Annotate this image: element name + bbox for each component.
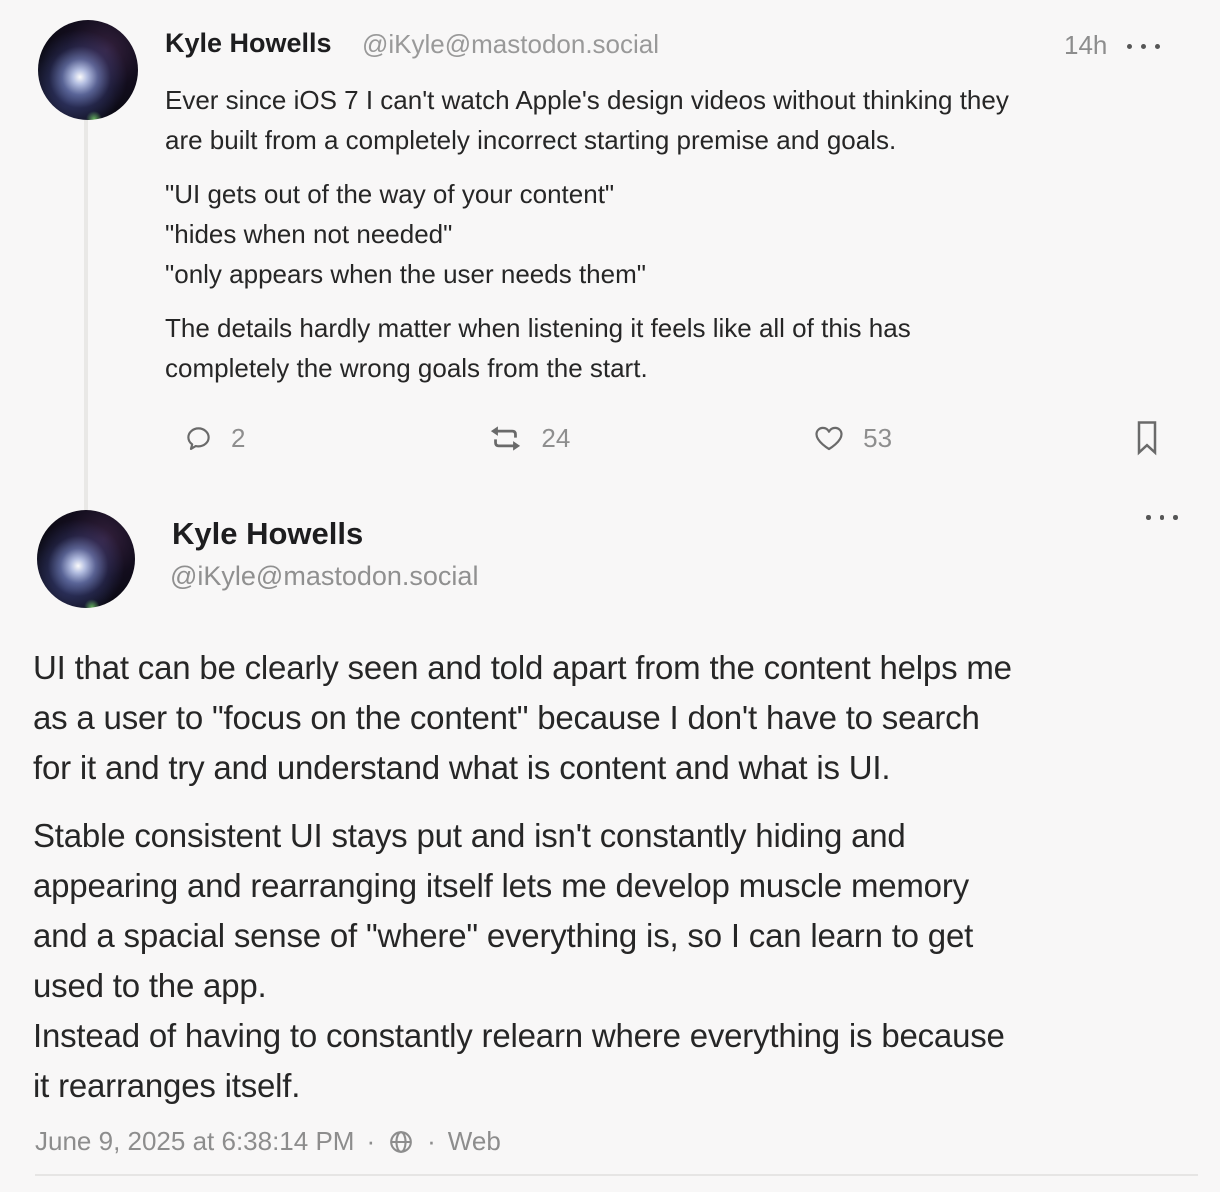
post-text-line: and a spacial sense of "where" everything is, so I can learn to get xyxy=(33,917,974,954)
action-bar xyxy=(183,414,1160,462)
post-text-line: "UI gets out of the way of your content" xyxy=(165,179,615,209)
post-text-line: Stable consistent UI stays put and isn't constantly hiding and xyxy=(33,817,906,854)
post-text-line: it rearranges itself. xyxy=(33,1067,301,1104)
author-handle[interactable]: @iKyle@mastodon.social xyxy=(170,561,479,591)
post-timestamp-relative: 14h xyxy=(1064,30,1108,60)
more-options-button[interactable] xyxy=(1127,44,1160,49)
post-text-line: as a user to "focus on the content" because I don't have to search xyxy=(33,699,980,736)
post-text-line: "hides when not needed" xyxy=(165,219,453,249)
meta-separator: · xyxy=(366,1126,376,1156)
post-meta xyxy=(35,1126,501,1157)
boost-count: 24 xyxy=(541,422,571,453)
post-text-line: The details hardly matter when listening it feels like all of this has xyxy=(165,313,911,343)
favourite-button[interactable] xyxy=(812,423,892,454)
post-text-line: Ever since iOS 7 I can't watch Apple's design videos without thinking they xyxy=(165,85,1009,115)
favourite-count: 53 xyxy=(863,422,893,453)
post-body[interactable] xyxy=(33,643,1198,1111)
heart-icon xyxy=(812,423,846,454)
post-text-line: completely the wrong goals from the start. xyxy=(165,353,648,383)
section-divider xyxy=(35,1174,1198,1176)
more-options-button[interactable] xyxy=(1146,515,1178,520)
post-paragraph xyxy=(33,811,1198,1111)
globe-icon xyxy=(387,1128,415,1156)
post-text-line: "only appears when the user needs them" xyxy=(165,259,646,289)
post-text-line: Instead of having to constantly relearn where everything is because xyxy=(33,1017,1005,1054)
boost-icon xyxy=(487,423,524,454)
bookmark-button[interactable] xyxy=(1134,418,1160,458)
author-name[interactable]: Kyle Howells xyxy=(165,28,332,58)
post-text-line: for it and try and understand what is content and what is UI. xyxy=(33,749,891,786)
post-paragraph xyxy=(165,174,1195,294)
reply-icon xyxy=(183,423,214,454)
avatar[interactable] xyxy=(38,20,138,120)
post-body[interactable] xyxy=(165,80,1195,388)
post-paragraph xyxy=(165,308,1195,388)
reply-count: 2 xyxy=(231,422,246,453)
post-timestamp-absolute[interactable]: June 9, 2025 at 6:38:14 PM xyxy=(35,1126,355,1156)
avatar[interactable] xyxy=(37,510,135,608)
post-paragraph xyxy=(33,643,1198,793)
author-handle[interactable]: @iKyle@mastodon.social xyxy=(362,29,660,59)
post-text-line: appearing and rearranging itself lets me develop muscle memory xyxy=(33,867,969,904)
thread-connector-line xyxy=(84,118,88,512)
post-text-line: used to the app. xyxy=(33,967,267,1004)
meta-separator: · xyxy=(427,1126,436,1156)
post-text-line: are built from a completely incorrect starting premise and goals. xyxy=(165,125,897,155)
reply-button[interactable] xyxy=(183,423,245,454)
bookmark-icon xyxy=(1134,418,1160,458)
boost-button[interactable] xyxy=(487,423,570,454)
client-app-name[interactable]: Web xyxy=(447,1126,501,1156)
post-paragraph xyxy=(165,80,1195,160)
author-name[interactable]: Kyle Howells xyxy=(172,516,364,551)
post-text-line: UI that can be clearly seen and told apart from the content helps me xyxy=(33,649,1012,686)
